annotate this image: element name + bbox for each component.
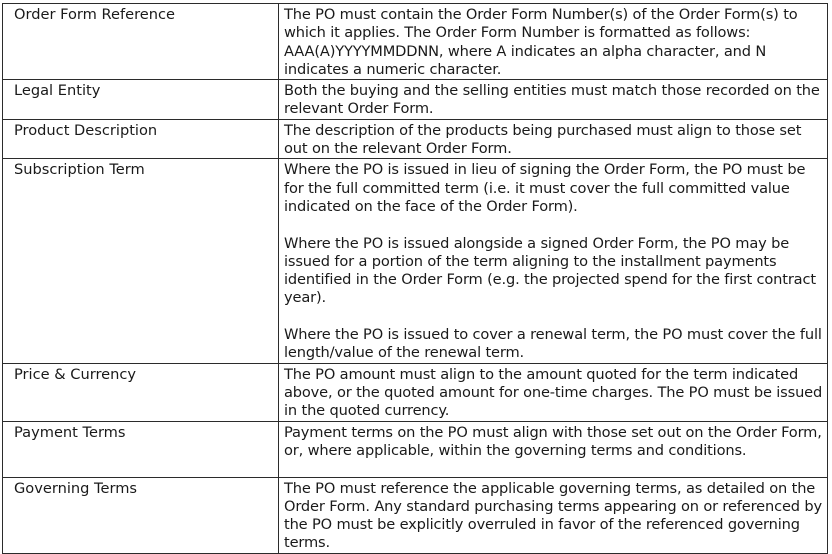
row-label: Price & Currency: [3, 363, 279, 421]
row-description: [279, 363, 828, 421]
description-paragraph: Payment terms on the PO must align with those set out on the Order Form, or, where applicable, within the governing terms and conditions.: [284, 423, 822, 459]
description-paragraph: Both the buying and the selling entities must match those recorded on the relevant Order Form.: [284, 82, 820, 118]
description-paragraph: The PO must reference the applicable governing terms, as detailed on the Order Form. Any standard purchasing terms appearing on or referenced by the PO must be explicitly overruled in favor of the referenced governing terms.: [284, 479, 822, 552]
row-label: Order Form Reference: [3, 4, 279, 80]
row-label: Legal Entity: [3, 80, 279, 120]
row-label: Product Description: [3, 119, 279, 159]
po-requirements-table: [2, 3, 828, 554]
description-paragraph: The PO amount must align to the amount quoted for the term indicated above, or the quoted amount for one-time charges. The PO must be issued in the quoted currency.: [284, 365, 823, 420]
table-row: [3, 363, 828, 421]
row-description: [279, 159, 828, 363]
row-label: Subscription Term: [3, 159, 279, 363]
paragraph-spacer: [284, 216, 823, 234]
table-row: [3, 4, 828, 80]
paragraph-spacer: [284, 308, 823, 326]
description-paragraph: Where the PO is issued to cover a renewal term, the PO must cover the full length/value of the renewal term.: [284, 326, 822, 362]
description-paragraph: The PO must contain the Order Form Number(s) of the Order Form(s) to which it applies. The Order Form Number is formatted as follows: AAA(A)YYYYMMDDNN, where A indicates an alpha character, and N indicates a numeric character.: [284, 6, 798, 78]
table-row: [3, 477, 828, 553]
table-row: [3, 80, 828, 120]
description-paragraph: Where the PO is issued alongside a signed Order Form, the PO may be issued for a portion of the term aligning to the installment payments identified in the Order Form (e.g. the projected spend for the first contract year).: [284, 234, 816, 307]
table-row: [3, 119, 828, 159]
description-paragraph: Where the PO is issued in lieu of signing the Order Form, the PO must be for the full committed term (i.e. it must cover the full committed value indicated on the face of the Order Form).: [284, 161, 806, 215]
row-description: [279, 421, 828, 477]
row-description: [279, 4, 828, 80]
row-description: [279, 477, 828, 553]
row-label: Payment Terms: [3, 421, 279, 477]
table-row: [3, 159, 828, 363]
table-row: [3, 421, 828, 477]
row-description: [279, 119, 828, 159]
description-paragraph: The description of the products being purchased must align to those set out on the relevant Order Form.: [284, 121, 802, 158]
row-label: Governing Terms: [3, 477, 279, 553]
row-description: [279, 80, 828, 120]
